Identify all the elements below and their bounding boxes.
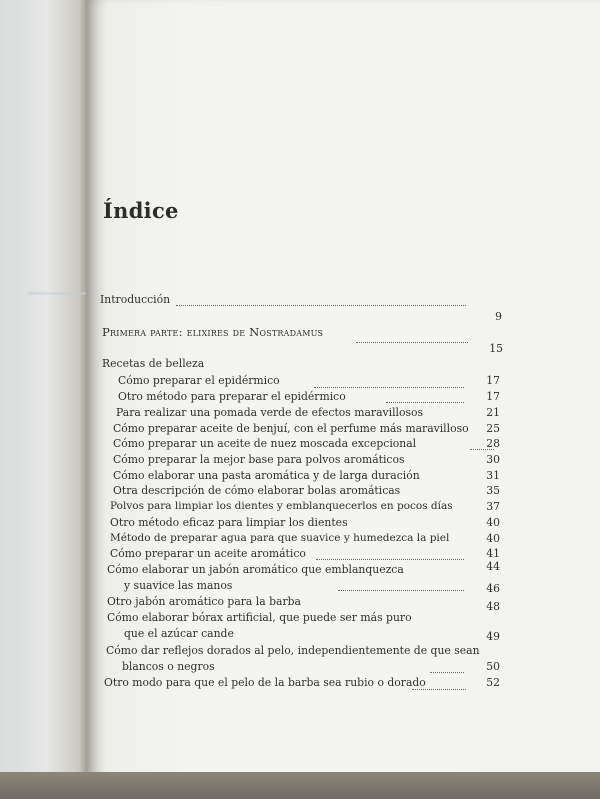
toc-entry-primera-parte: Primera parte: elixires de Nostradamus: [102, 325, 324, 339]
toc-entry-continued: que el azúcar cande: [124, 627, 234, 640]
toc-entry: Polvos para limpiar los dientes y emblanquecerlos en pocos días: [110, 500, 453, 512]
toc-leader: [314, 386, 464, 388]
toc-page-number: 41: [486, 547, 500, 560]
show-through-mark: [28, 292, 88, 339]
toc-entry: Cómo preparar un aceite de nuez moscada excepcional: [113, 437, 417, 450]
toc-entry-introduccion: Introducción: [100, 293, 171, 306]
toc-page-number: 37: [486, 500, 500, 513]
toc-page-number: 28: [486, 437, 500, 450]
toc-page-number: 40: [486, 532, 500, 545]
toc-page-number: 25: [486, 422, 500, 435]
toc-leader: [430, 671, 464, 673]
toc-leader: [316, 558, 464, 560]
toc-leader: [338, 589, 464, 591]
toc-entry: Cómo preparar la mejor base para polvos aromáticos: [113, 453, 405, 466]
toc-entry: Otra descripción de cómo elaborar bolas aromáticas: [113, 484, 401, 497]
toc-page-number: 48: [486, 600, 500, 613]
toc-page-number: 49: [486, 630, 500, 643]
toc-page-number: 46: [486, 582, 500, 595]
toc-page-number: 21: [486, 406, 500, 419]
toc-entry: Otro jabón aromático para la barba: [107, 595, 301, 608]
toc-page-number: 35: [486, 484, 500, 497]
table-surface: [0, 772, 600, 799]
toc-entry-continued: y suavice las manos: [124, 579, 233, 592]
toc-page-number: 17: [486, 390, 500, 403]
left-page: [0, 0, 86, 799]
toc-leader: [412, 688, 466, 690]
toc-page-number: 52: [486, 676, 500, 689]
toc-entry: Otro modo para que el pelo de la barba sea rubio o dorado: [104, 676, 426, 689]
toc-entry: Otro método para preparar el epidérmico: [118, 390, 346, 403]
toc-leader: [176, 304, 466, 306]
toc-page-number: 30: [486, 453, 500, 466]
toc-page-number: 44: [486, 560, 500, 573]
toc-entry: Cómo preparar el epidérmico: [118, 374, 280, 387]
toc-page-number: 40: [486, 516, 500, 529]
toc-section-recetas: Recetas de belleza: [102, 357, 205, 370]
toc-entry: Cómo preparar aceite de benjuí, con el perfume más maravilloso: [113, 422, 469, 435]
toc-entry: Cómo elaborar bórax artificial, que puede ser más puro: [107, 611, 412, 624]
toc-page-number: 9: [495, 310, 502, 323]
toc-entry: Cómo elaborar una pasta aromática y de larga duración: [113, 469, 420, 482]
toc-entry: Cómo elaborar un jabón aromático que emblanquezca: [107, 563, 404, 576]
toc-entry: Cómo dar reflejos dorados al pelo, independientemente de que sean: [106, 644, 480, 657]
toc-page-number: 31: [486, 469, 500, 482]
page-title: Índice: [103, 198, 179, 223]
toc-entry: Cómo preparar un aceite aromático: [110, 547, 306, 560]
toc-page-number: 50: [486, 660, 500, 673]
toc-entry: Otro método eficaz para limpiar los dientes: [110, 516, 348, 529]
toc-leader: [356, 341, 468, 343]
toc-leader: [386, 401, 464, 403]
toc-page-number: 17: [486, 374, 500, 387]
toc-entry-continued: blancos o negros: [122, 660, 215, 673]
toc-entry: Para realizar una pomada verde de efectos maravillosos: [116, 406, 424, 419]
toc-entry: Método de preparar agua para que suavice y humedezca la piel: [110, 532, 450, 544]
toc-page-number: 15: [489, 342, 503, 355]
